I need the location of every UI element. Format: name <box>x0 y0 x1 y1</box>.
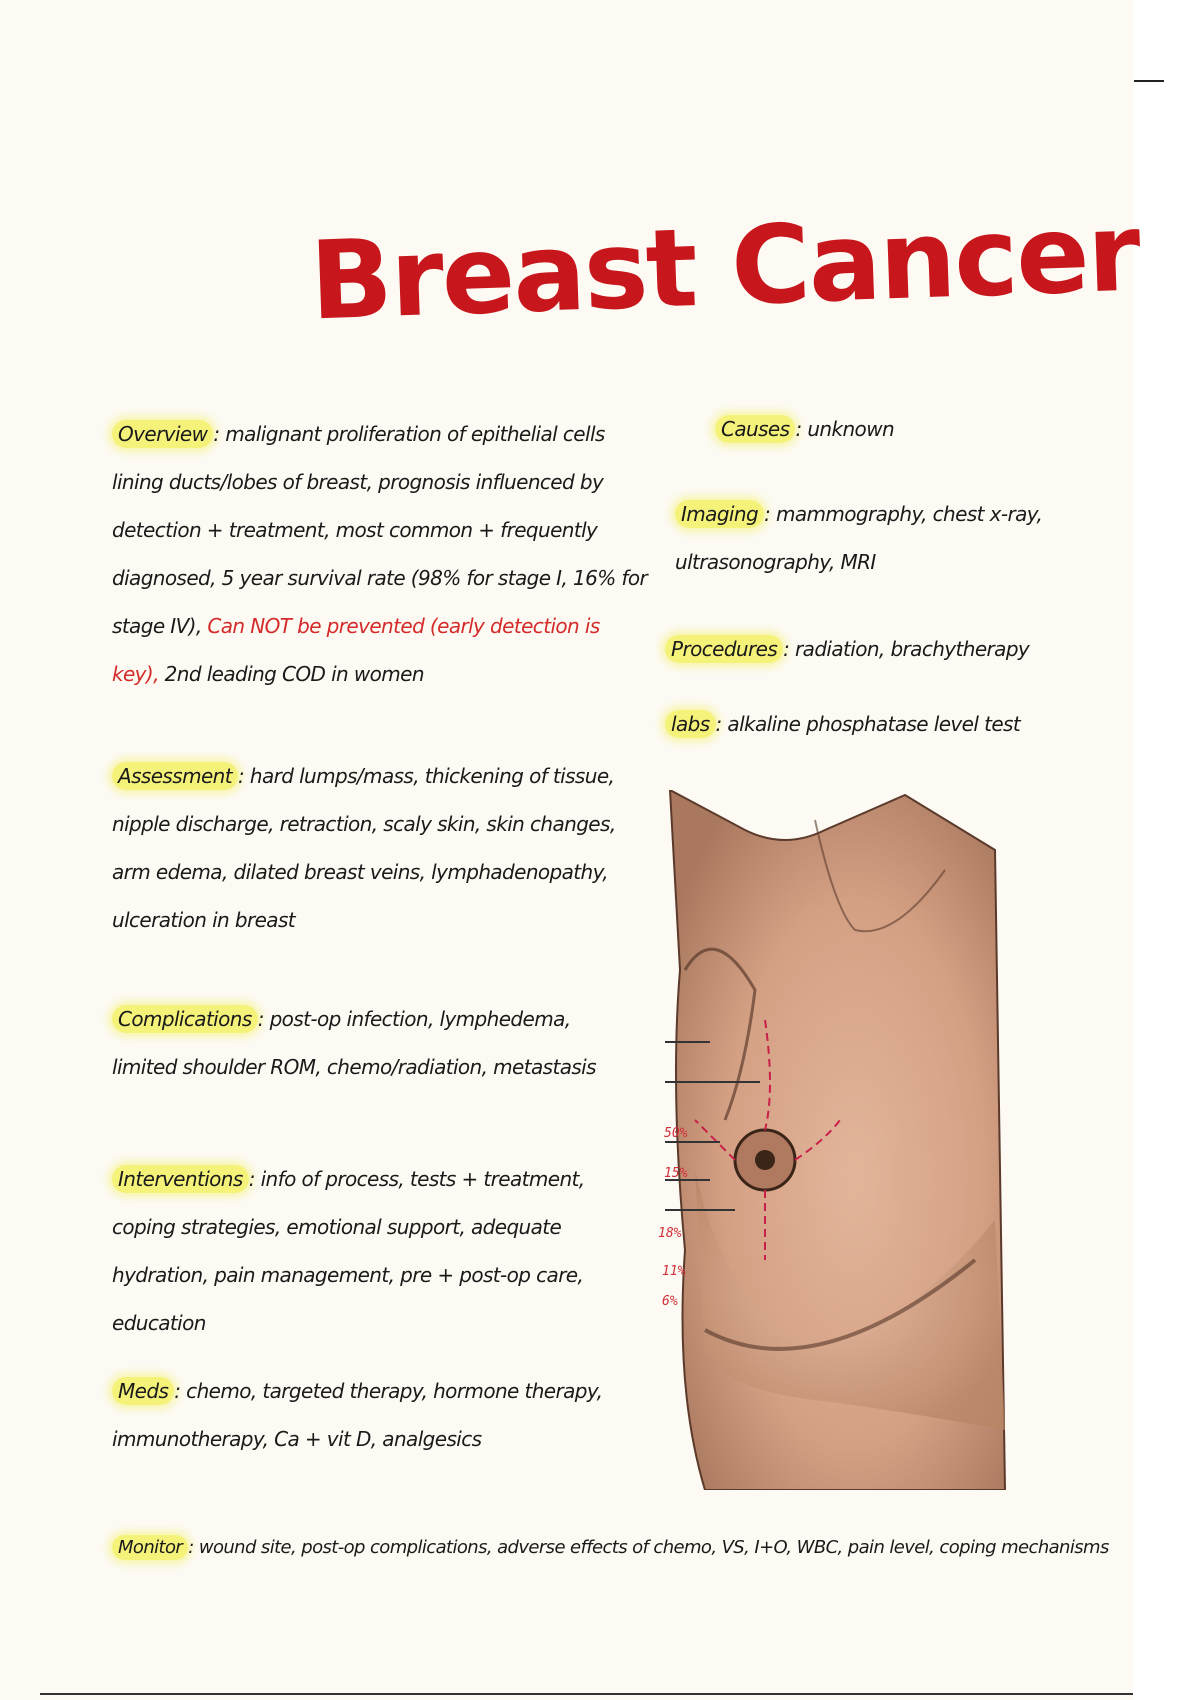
assessment-label: Assessment <box>112 762 238 790</box>
overview-section <box>112 410 652 698</box>
imaging-text: : mammography, chest x-ray, ultrasonography, MRI <box>675 502 1043 574</box>
complications-text: : post-op infection, lymphedema, limited shoulder ROM, chemo/radiation, metastasis <box>112 1007 596 1079</box>
meds-text: : chemo, targeted therapy, hormone therapy, immunotherapy, Ca + vit D, analgesics <box>112 1379 603 1451</box>
interventions-text: : info of process, tests + treatment, coping strategies, emotional support, adequate hydration, pain management, pre + post-op care, education <box>112 1167 585 1335</box>
imaging-label: Imaging <box>675 500 764 528</box>
bottom-rule <box>40 1693 1133 1695</box>
assessment-section <box>112 752 642 944</box>
monitor-label: Monitor <box>112 1535 188 1560</box>
overview-text: : malignant proliferation of epithelial cells lining ducts/lobes of breast, prognosis influenced by detection + treatment, most common + frequently diagnosed, 5 year survival rate (98% for stage I, 16% for stage IV), <box>112 422 648 638</box>
complications-label: Complications <box>112 1005 258 1033</box>
percent-label-upper: 15% <box>664 1166 688 1181</box>
overview-red-text: Can NOT be prevented (early detection is key), <box>112 614 600 686</box>
causes-label: Causes <box>715 415 795 443</box>
monitor-section <box>112 1524 1112 1572</box>
percent-label-central: 18% <box>658 1226 682 1241</box>
causes-text: : unknown <box>795 417 895 441</box>
meds-label: Meds <box>112 1377 174 1405</box>
breast-anatomy-illustration <box>665 790 1010 1490</box>
percent-label-lower: 11% <box>662 1264 686 1279</box>
labs-label: labs <box>665 710 716 738</box>
percent-label-lower-inner: 6% <box>662 1294 678 1309</box>
percent-label-upper-inner: 50% <box>664 1126 688 1141</box>
page-dash-mark <box>1134 80 1164 82</box>
assessment-text: : hard lumps/mass, thickening of tissue, nipple discharge, retraction, scaly skin, skin changes, arm edema, dilated breast veins, lymphadenopathy, ulceration in breast <box>112 764 616 932</box>
causes-section <box>715 405 1095 453</box>
side-margin <box>1133 0 1200 1700</box>
procedures-section <box>665 625 1085 673</box>
page-title: Breast Cancer <box>308 190 1141 345</box>
monitor-text: : wound site, post-op complications, adverse effects of chemo, VS, I+O, WBC, pain level, coping mechanisms <box>188 1537 1109 1558</box>
procedures-text: : radiation, brachytherapy <box>783 637 1030 661</box>
overview-text-after: 2nd leading COD in women <box>164 662 424 686</box>
interventions-label: Interventions <box>112 1165 249 1193</box>
imaging-section <box>675 490 1085 586</box>
overview-label: Overview <box>112 420 213 448</box>
interventions-section <box>112 1155 652 1347</box>
procedures-label: Procedures <box>665 635 783 663</box>
labs-section <box>665 700 1085 748</box>
complications-section <box>112 995 632 1091</box>
labs-text: : alkaline phosphatase level test <box>715 712 1021 736</box>
meds-section <box>112 1367 632 1463</box>
